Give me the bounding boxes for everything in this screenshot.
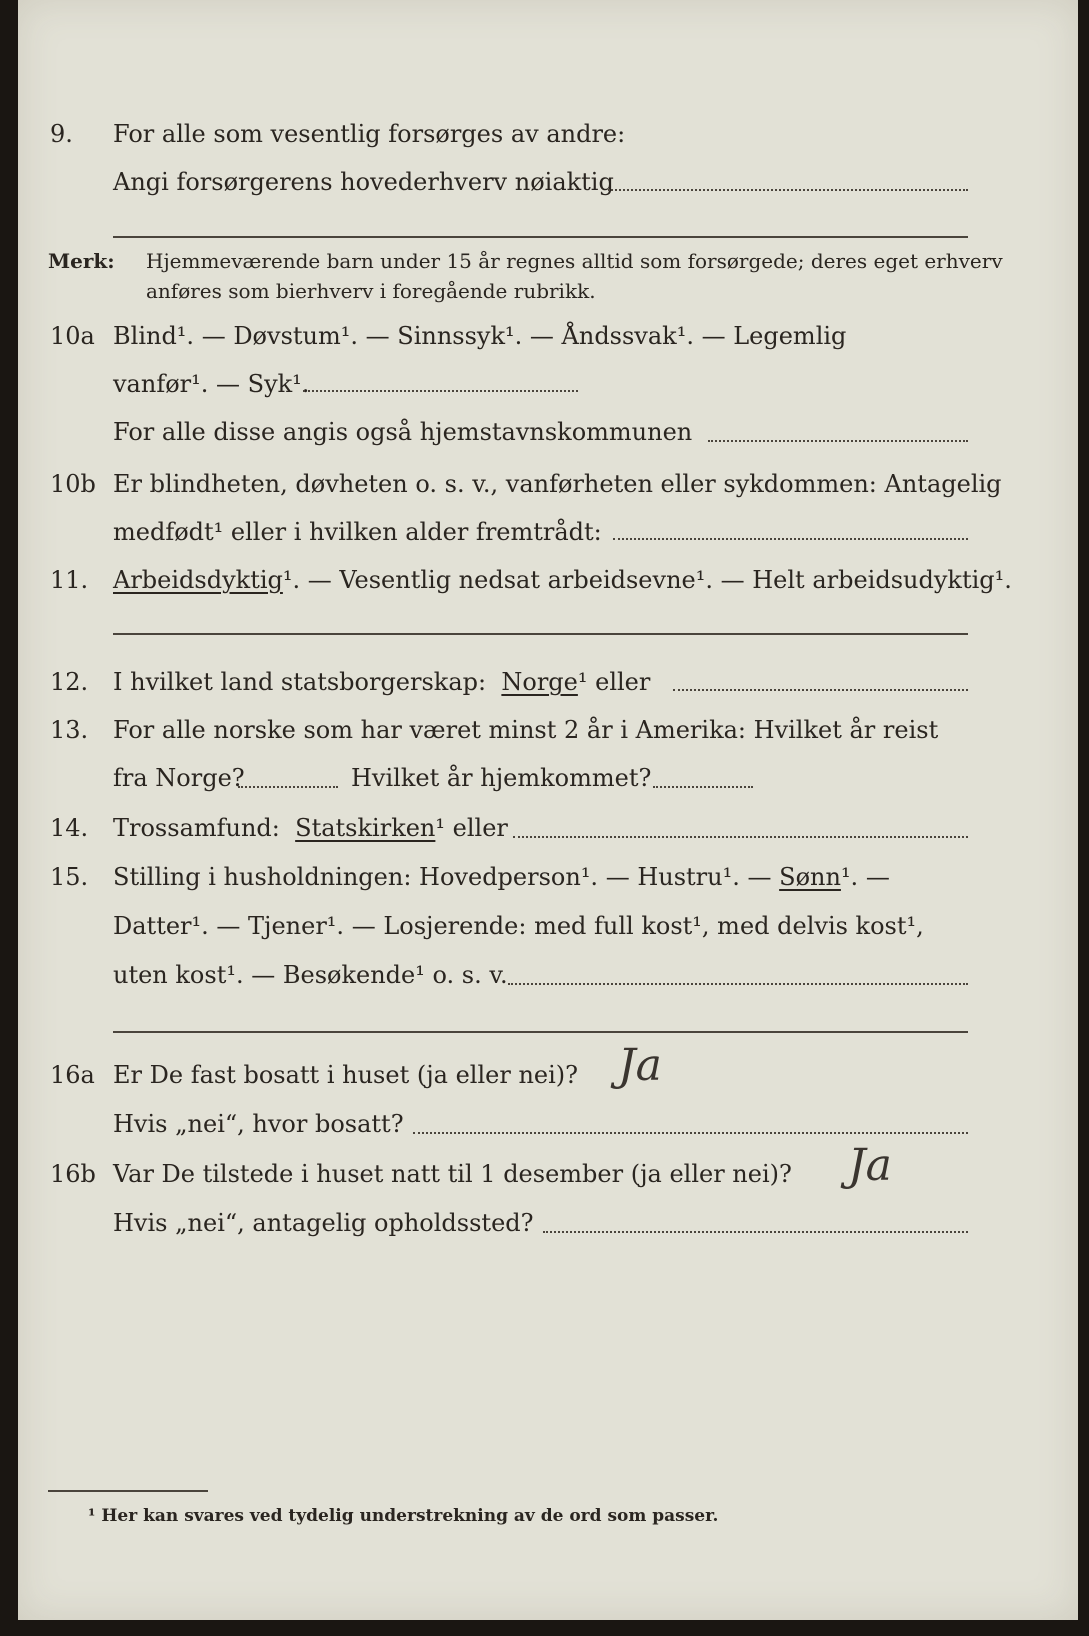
question-number: 16a [50, 1061, 95, 1089]
question-9 [18, 114, 1078, 154]
question-text: Stilling i husholdningen: Hovedperson¹. — Hustru¹. — Sønn¹. — [113, 863, 890, 891]
footnote-rule [48, 1490, 208, 1492]
question-text: Blind¹. — Døvstum¹. — Sinnssyk¹. — Åndssvak¹. — Legemlig [113, 322, 847, 350]
question-text: uten kost¹. — Besøkende¹ o. s. v. [113, 961, 508, 989]
question-text: Arbeidsdyktig¹. — Vesentlig nedsat arbeidsevne¹. — Helt arbeidsudyktig¹. [113, 566, 1012, 594]
question-text: For alle disse angis også hjemstavnskommunen [113, 418, 693, 446]
selected-option[interactable]: Arbeidsdyktig [113, 566, 283, 594]
question-number: 16b [50, 1160, 96, 1188]
question-15-line2 [18, 906, 1078, 946]
question-10b-line2 [18, 512, 1078, 552]
question-number: 10b [50, 470, 96, 498]
footnote: ¹ Her kan svares ved tydelig understrekning av de ord som passer. [88, 1506, 719, 1526]
note-label: Merk: [48, 249, 115, 273]
question-16b [18, 1154, 1078, 1194]
note-line2 [18, 276, 1078, 306]
question-text: For alle som vesentlig forsørges av andre: [113, 120, 626, 148]
question-9-line2 [18, 162, 1078, 202]
question-10a [18, 316, 1078, 356]
selected-option[interactable]: Sønn [779, 863, 841, 891]
handwritten-answer[interactable]: Ja [618, 1040, 662, 1091]
question-15-line3 [18, 955, 1078, 995]
question-text: Angi forsørgerens hovederhverv nøiaktig [113, 168, 614, 196]
answer-line[interactable] [608, 189, 968, 191]
note-text: anføres som bierhverv i foregående rubrikk. [146, 279, 596, 303]
census-form-page [18, 0, 1078, 1620]
question-number: 15. [50, 863, 89, 891]
question-number: 11. [50, 566, 89, 594]
answer-line[interactable] [613, 538, 968, 540]
answer-line[interactable] [673, 689, 968, 691]
note-text: Hjemmeværende barn under 15 år regnes alltid som forsørgede; deres eget erhverv [146, 249, 1003, 273]
question-text: Er blindheten, døvheten o. s. v., vanførheten eller sykdommen: Antagelig [113, 470, 1002, 498]
question-text: I hvilket land statsborgerskap: Norge¹ eller [113, 668, 651, 696]
question-text: Trossamfund: Statskirken¹ eller [113, 814, 508, 842]
question-text: vanfør¹. — Syk¹. [113, 370, 310, 398]
question-text: fra Norge? [113, 764, 245, 792]
question-text: For alle norske som har været minst 2 år i Amerika: Hvilket år reist [113, 716, 939, 744]
answer-line[interactable] [513, 836, 968, 838]
note [18, 246, 1078, 276]
question-text: Er De fast bosatt i huset (ja eller nei)? [113, 1061, 579, 1089]
handwritten-answer[interactable]: Ja [848, 1140, 892, 1191]
answer-line[interactable] [238, 786, 338, 788]
answer-line[interactable] [708, 440, 968, 442]
answer-line[interactable] [303, 390, 578, 392]
answer-line[interactable] [413, 1132, 968, 1134]
question-number: 14. [50, 814, 89, 842]
question-10b [18, 464, 1078, 504]
question-10a-line3 [18, 412, 1078, 452]
question-number: 12. [50, 668, 89, 696]
question-13 [18, 710, 1078, 750]
selected-option[interactable]: Statskirken [295, 814, 436, 842]
question-16b-line2 [18, 1203, 1078, 1243]
answer-line[interactable] [508, 983, 968, 985]
answer-line[interactable] [113, 1031, 968, 1033]
question-text: Var De tilstede i huset natt til 1 desember (ja eller nei)? [113, 1160, 792, 1188]
selected-option[interactable]: Norge [501, 668, 578, 696]
question-text: Hvis „nei“, hvor bosatt? [113, 1110, 404, 1138]
question-number: 13. [50, 716, 89, 744]
question-number: 10a [50, 322, 95, 350]
question-16a [18, 1055, 1078, 1095]
question-12 [18, 662, 1078, 702]
answer-line[interactable] [653, 786, 753, 788]
answer-line[interactable] [113, 633, 968, 635]
question-16a-line2 [18, 1104, 1078, 1144]
question-text: Hvis „nei“, antagelig opholdssted? [113, 1209, 534, 1237]
question-text: medfødt¹ eller i hvilken alder fremtrådt: [113, 518, 602, 546]
answer-line[interactable] [113, 236, 968, 238]
question-text: Hvilket år hjemkommet? [351, 764, 652, 792]
question-text: Datter¹. — Tjener¹. — Losjerende: med full kost¹, med delvis kost¹, [113, 912, 924, 940]
question-11 [18, 560, 1078, 600]
answer-line[interactable] [543, 1231, 968, 1233]
question-13-line2 [18, 758, 1078, 798]
question-number: 9. [50, 120, 73, 148]
question-10a-line2 [18, 364, 1078, 404]
question-15 [18, 857, 1078, 897]
question-14 [18, 808, 1078, 848]
